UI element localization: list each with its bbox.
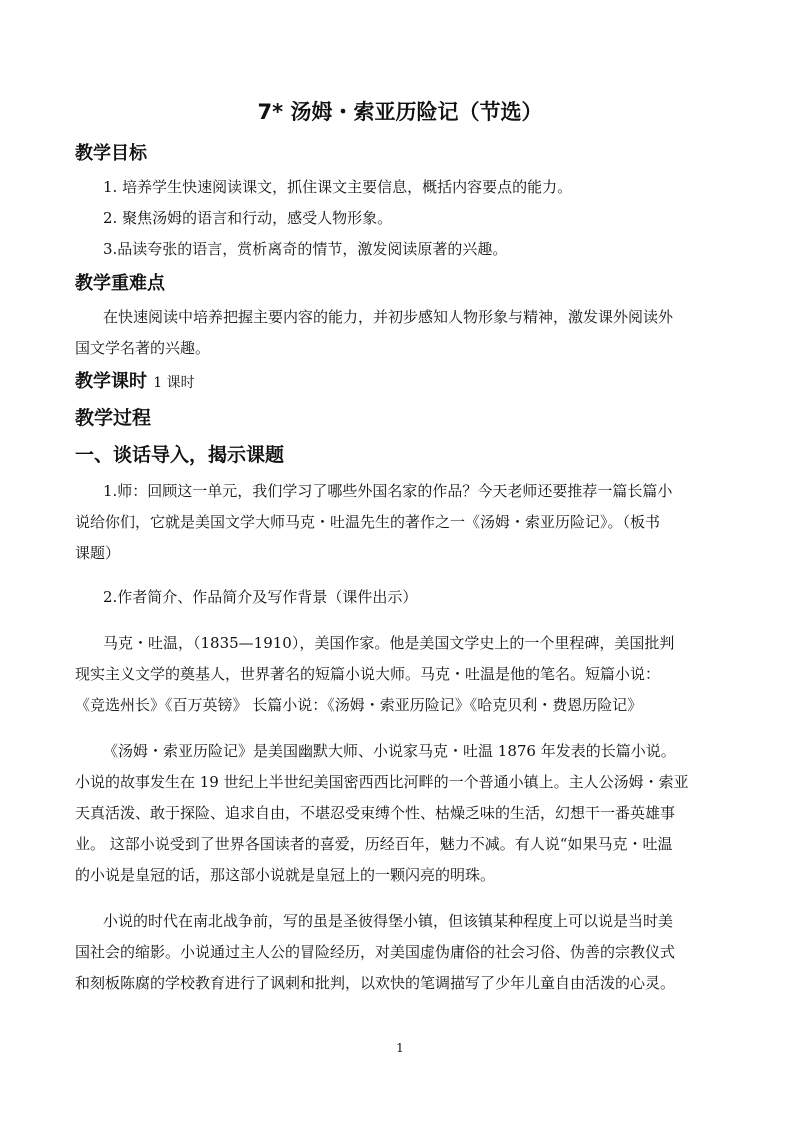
paragraph-line: 1.师：回顾这一单元，我们学习了哪些外国名家的作品？今天老师还要推荐一篇长篇小 [103, 482, 673, 500]
paragraph-line: 课题） [75, 544, 121, 562]
objective-item: 2. 聚焦汤姆的语言和行动，感受人物形象。 [103, 209, 393, 227]
paragraph-line: 2.作者简介、作品简介及写作背景（课件出示） [103, 588, 418, 606]
objectives-heading: 教学目标 [75, 143, 147, 164]
paragraph-line: 国社会的缩影。小说通过主人公的冒险经历，对美国虚伪庸俗的社会习俗、伪善的宗教仪式 [75, 943, 676, 961]
paragraph-line: 《竞选州长》《百万英镑》 长篇小说：《汤姆・索亚历险记》《哈克贝利・费恩历险记》 [75, 696, 643, 714]
paragraph-line: 和刻板陈腐的学校教育进行了讽刺和批判，以欢快的笔调描写了少年儿童自由活泼的心灵。 [75, 974, 676, 992]
objective-item: 1. 培养学生快速阅读课文，抓住课文主要信息，概括内容要点的能力。 [103, 178, 573, 196]
paragraph-line: 说给你们，它就是美国文学大师马克・吐温先生的著作之一《汤姆・索亚历险记》。（板书 [75, 513, 661, 531]
process-heading: 教学过程 [75, 407, 152, 429]
section1-heading: 一、谈话导入，揭示课题 [75, 444, 285, 466]
paragraph-line: 马克・吐温，（1835—1910），美国作家。他是美国文学史上的一个里程碑，美国批判 [103, 634, 675, 652]
page-number: 1 [396, 1041, 404, 1055]
keypoints-line: 在快速阅读中培养把握主要内容的能力，并初步感知人物形象与精神，激发课外阅读外 [103, 308, 674, 326]
paragraph-line: 现实主义文学的奠基人，世界著名的短篇小说大师。马克・吐温是他的笔名。短篇小说： [75, 665, 661, 683]
objective-item: 3.品读夸张的语言，赏析离奇的情节，激发阅读原著的兴趣。 [103, 240, 508, 258]
paragraph-line: 天真活泼、敢于探险、追求自由，不堪忍受束缚个性、枯燥乏味的生活，幻想干一番英雄事 [75, 804, 676, 822]
paragraph-line: 的小说是皇冠的话，那这部小说就是皇冠上的一颗闪亮的明珠。 [75, 866, 496, 884]
paragraph-line: 小说的故事发生在 19 世纪上半世纪美国密西西比河畔的一个普通小镇上。主人公汤姆・索亚 [75, 773, 689, 791]
keypoints-line: 国文学名著的兴趣。 [75, 339, 211, 357]
hours-value: 1 课时 [153, 375, 195, 391]
paragraph-line: 小说的时代在南北战争前，写的虽是圣彼得堡小镇，但该镇某种程度上可以说是当时美 [103, 912, 674, 930]
paragraph-line: 业。 这部小说受到了世界各国读者的喜爱，历经百年，魅力不减。有人说“如果马克・吐温 [75, 835, 673, 853]
page-title: 7* 汤姆・索亚历险记（节选） [257, 100, 543, 124]
keypoints-heading: 教学重难点 [75, 273, 165, 294]
hours-row [75, 370, 195, 395]
hours-heading: 教学课时 [75, 371, 147, 392]
paragraph-line: 《汤姆・索亚历险记》是美国幽默大师、小说家马克・吐温 1876 年发表的长篇小说。 [103, 742, 676, 760]
